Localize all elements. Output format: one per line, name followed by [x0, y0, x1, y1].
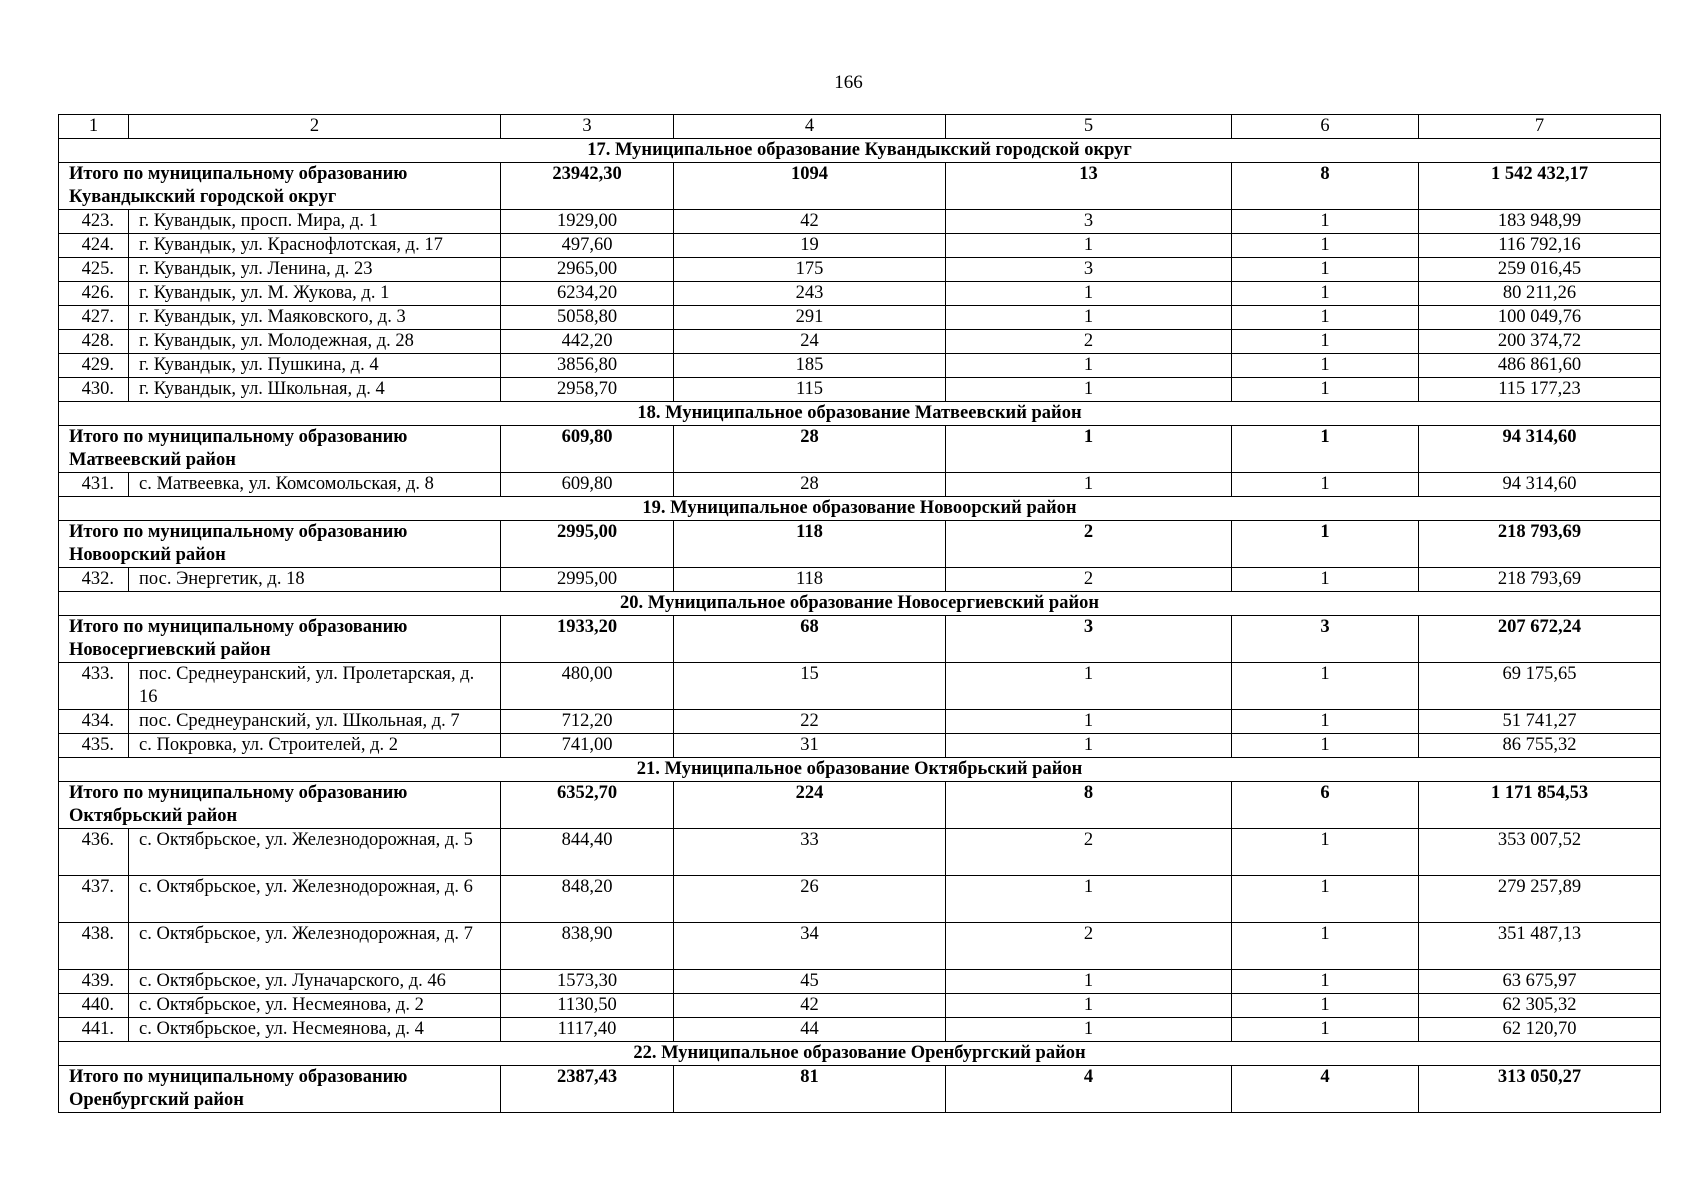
row-value-c3: 848,20: [501, 876, 674, 923]
row-number: 427.: [59, 306, 129, 330]
row-value-c5: 3: [946, 258, 1232, 282]
row-value-c7: 63 675,97: [1419, 970, 1661, 994]
row-value-c7: 259 016,45: [1419, 258, 1661, 282]
row-number: 440.: [59, 994, 129, 1018]
row-value-c6: 1: [1232, 663, 1419, 710]
table-row: [59, 1018, 1661, 1042]
row-number: 428.: [59, 330, 129, 354]
row-value-c4: 118: [674, 568, 946, 592]
row-value-c6: 1: [1232, 568, 1419, 592]
row-value-c7: 353 007,52: [1419, 829, 1661, 876]
total-value-c5: 2: [946, 521, 1232, 568]
section-title: 21. Муниципальное образование Октябрьский район: [59, 758, 1661, 782]
row-value-c6: 1: [1232, 258, 1419, 282]
row-value-c7: 51 741,27: [1419, 710, 1661, 734]
row-value-c7: 62 305,32: [1419, 994, 1661, 1018]
section-title: 20. Муниципальное образование Новосергиевский район: [59, 592, 1661, 616]
section-title: 19. Муниципальное образование Новоорский район: [59, 497, 1661, 521]
row-value-c5: 1: [946, 306, 1232, 330]
total-value-c6: 1: [1232, 426, 1419, 473]
total-value-c6: 6: [1232, 782, 1419, 829]
total-label: Итого по муниципальному образованию Кувандыкский городской округ: [59, 163, 501, 210]
table-row: [59, 473, 1661, 497]
column-number: 4: [674, 115, 946, 139]
row-value-c5: 2: [946, 829, 1232, 876]
row-number: 434.: [59, 710, 129, 734]
row-value-c5: 1: [946, 354, 1232, 378]
row-value-c3: 1929,00: [501, 210, 674, 234]
total-label: Итого по муниципальному образованию Матвеевский район: [59, 426, 501, 473]
housing-program-table: [58, 114, 1661, 1113]
row-value-c3: 2995,00: [501, 568, 674, 592]
row-value-c4: 291: [674, 306, 946, 330]
row-number: 432.: [59, 568, 129, 592]
table-row: [59, 234, 1661, 258]
row-value-c7: 100 049,76: [1419, 306, 1661, 330]
total-value-c3: 23942,30: [501, 163, 674, 210]
table-row: [59, 378, 1661, 402]
row-address: с. Октябрьское, ул. Железнодорожная, д. 5: [129, 829, 501, 876]
row-value-c4: 24: [674, 330, 946, 354]
row-value-c7: 62 120,70: [1419, 1018, 1661, 1042]
row-number: 433.: [59, 663, 129, 710]
row-value-c3: 6234,20: [501, 282, 674, 306]
section-total-row: [59, 616, 1661, 663]
section-total-row: [59, 163, 1661, 210]
row-value-c7: 218 793,69: [1419, 568, 1661, 592]
row-value-c6: 1: [1232, 710, 1419, 734]
total-value-c3: 6352,70: [501, 782, 674, 829]
row-value-c3: 1573,30: [501, 970, 674, 994]
table-row: [59, 568, 1661, 592]
total-value-c5: 13: [946, 163, 1232, 210]
table-row: [59, 829, 1661, 876]
row-value-c3: 712,20: [501, 710, 674, 734]
row-value-c6: 1: [1232, 473, 1419, 497]
row-value-c6: 1: [1232, 234, 1419, 258]
row-value-c5: 3: [946, 210, 1232, 234]
row-value-c4: 175: [674, 258, 946, 282]
total-value-c7: 94 314,60: [1419, 426, 1661, 473]
row-value-c5: 1: [946, 473, 1232, 497]
row-value-c3: 3856,80: [501, 354, 674, 378]
row-address: г. Кувандык, ул. Краснофлотская, д. 17: [129, 234, 501, 258]
row-value-c4: 243: [674, 282, 946, 306]
section-total-row: [59, 426, 1661, 473]
row-value-c7: 116 792,16: [1419, 234, 1661, 258]
row-address: г. Кувандык, ул. Молодежная, д. 28: [129, 330, 501, 354]
row-address: пос. Энергетик, д. 18: [129, 568, 501, 592]
total-value-c7: 1 171 854,53: [1419, 782, 1661, 829]
row-number: 425.: [59, 258, 129, 282]
row-value-c6: 1: [1232, 330, 1419, 354]
row-number: 424.: [59, 234, 129, 258]
row-value-c5: 2: [946, 923, 1232, 970]
row-number: 426.: [59, 282, 129, 306]
row-value-c4: 42: [674, 994, 946, 1018]
row-value-c3: 2965,00: [501, 258, 674, 282]
total-value-c7: 1 542 432,17: [1419, 163, 1661, 210]
row-value-c3: 2958,70: [501, 378, 674, 402]
row-value-c6: 1: [1232, 923, 1419, 970]
row-value-c4: 15: [674, 663, 946, 710]
total-label: Итого по муниципальному образованию Оренбургский район: [59, 1066, 501, 1113]
section-header-row: [59, 402, 1661, 426]
row-value-c4: 185: [674, 354, 946, 378]
row-value-c4: 28: [674, 473, 946, 497]
table-row: [59, 258, 1661, 282]
table-row: [59, 970, 1661, 994]
row-value-c4: 44: [674, 1018, 946, 1042]
section-title: 17. Муниципальное образование Кувандыкский городской округ: [59, 139, 1661, 163]
row-value-c5: 1: [946, 378, 1232, 402]
total-value-c7: 313 050,27: [1419, 1066, 1661, 1113]
column-number: 2: [129, 115, 501, 139]
row-value-c5: 1: [946, 734, 1232, 758]
row-value-c7: 351 487,13: [1419, 923, 1661, 970]
row-value-c4: 34: [674, 923, 946, 970]
table-row: [59, 876, 1661, 923]
table-row: [59, 282, 1661, 306]
row-value-c3: 5058,80: [501, 306, 674, 330]
total-value-c4: 28: [674, 426, 946, 473]
column-number: 5: [946, 115, 1232, 139]
section-header-row: [59, 758, 1661, 782]
table-row: [59, 330, 1661, 354]
row-value-c4: 22: [674, 710, 946, 734]
row-value-c4: 19: [674, 234, 946, 258]
column-number: 6: [1232, 115, 1419, 139]
row-value-c6: 1: [1232, 378, 1419, 402]
total-value-c6: 1: [1232, 521, 1419, 568]
row-value-c6: 1: [1232, 210, 1419, 234]
row-value-c3: 497,60: [501, 234, 674, 258]
column-number: 1: [59, 115, 129, 139]
row-value-c5: 1: [946, 970, 1232, 994]
row-value-c7: 86 755,32: [1419, 734, 1661, 758]
row-value-c5: 1: [946, 282, 1232, 306]
row-value-c5: 2: [946, 568, 1232, 592]
table-body: [59, 115, 1661, 1113]
row-value-c6: 1: [1232, 1018, 1419, 1042]
table-row: [59, 306, 1661, 330]
table-row: [59, 663, 1661, 710]
row-number: 429.: [59, 354, 129, 378]
section-total-row: [59, 521, 1661, 568]
row-value-c3: 844,40: [501, 829, 674, 876]
row-value-c6: 1: [1232, 876, 1419, 923]
total-label: Итого по муниципальному образованию Новоорский район: [59, 521, 501, 568]
section-header-row: [59, 139, 1661, 163]
row-value-c4: 33: [674, 829, 946, 876]
total-value-c4: 118: [674, 521, 946, 568]
row-value-c3: 1117,40: [501, 1018, 674, 1042]
row-value-c6: 1: [1232, 282, 1419, 306]
total-label: Итого по муниципальному образованию Октябрьский район: [59, 782, 501, 829]
row-value-c5: 1: [946, 710, 1232, 734]
total-value-c5: 4: [946, 1066, 1232, 1113]
row-address: г. Кувандык, просп. Мира, д. 1: [129, 210, 501, 234]
row-value-c3: 838,90: [501, 923, 674, 970]
row-address: пос. Среднеуранский, ул. Школьная, д. 7: [129, 710, 501, 734]
total-value-c4: 68: [674, 616, 946, 663]
row-address: с. Матвеевка, ул. Комсомольская, д. 8: [129, 473, 501, 497]
total-label: Итого по муниципальному образованию Новосергиевский район: [59, 616, 501, 663]
total-value-c3: 1933,20: [501, 616, 674, 663]
column-number: 7: [1419, 115, 1661, 139]
row-address: г. Кувандык, ул. Пушкина, д. 4: [129, 354, 501, 378]
row-value-c3: 609,80: [501, 473, 674, 497]
row-value-c3: 1130,50: [501, 994, 674, 1018]
row-value-c5: 2: [946, 330, 1232, 354]
total-value-c6: 3: [1232, 616, 1419, 663]
row-value-c7: 69 175,65: [1419, 663, 1661, 710]
total-value-c6: 8: [1232, 163, 1419, 210]
row-value-c7: 486 861,60: [1419, 354, 1661, 378]
row-address: г. Кувандык, ул. Ленина, д. 23: [129, 258, 501, 282]
row-address: г. Кувандык, ул. Школьная, д. 4: [129, 378, 501, 402]
section-header-row: [59, 592, 1661, 616]
total-value-c5: 1: [946, 426, 1232, 473]
row-value-c5: 1: [946, 876, 1232, 923]
row-number: 430.: [59, 378, 129, 402]
row-address: с. Октябрьское, ул. Несмеянова, д. 4: [129, 1018, 501, 1042]
row-number: 437.: [59, 876, 129, 923]
row-value-c4: 31: [674, 734, 946, 758]
page-number: 166: [834, 72, 863, 93]
total-value-c3: 609,80: [501, 426, 674, 473]
column-number-row: [59, 115, 1661, 139]
total-value-c6: 4: [1232, 1066, 1419, 1113]
total-value-c7: 207 672,24: [1419, 616, 1661, 663]
total-value-c4: 81: [674, 1066, 946, 1113]
row-number: 441.: [59, 1018, 129, 1042]
row-number: 423.: [59, 210, 129, 234]
row-value-c3: 442,20: [501, 330, 674, 354]
section-total-row: [59, 1066, 1661, 1113]
row-value-c7: 279 257,89: [1419, 876, 1661, 923]
row-value-c7: 200 374,72: [1419, 330, 1661, 354]
total-value-c7: 218 793,69: [1419, 521, 1661, 568]
row-value-c6: 1: [1232, 306, 1419, 330]
row-value-c5: 1: [946, 1018, 1232, 1042]
section-header-row: [59, 1042, 1661, 1066]
total-value-c4: 224: [674, 782, 946, 829]
row-value-c7: 80 211,26: [1419, 282, 1661, 306]
table-row: [59, 710, 1661, 734]
section-total-row: [59, 782, 1661, 829]
column-number: 3: [501, 115, 674, 139]
row-value-c6: 1: [1232, 970, 1419, 994]
row-address: с. Покровка, ул. Строителей, д. 2: [129, 734, 501, 758]
row-value-c7: 94 314,60: [1419, 473, 1661, 497]
total-value-c3: 2995,00: [501, 521, 674, 568]
table-row: [59, 923, 1661, 970]
row-value-c3: 480,00: [501, 663, 674, 710]
row-address: пос. Среднеуранский, ул. Пролетарская, д. 16: [129, 663, 501, 710]
row-address: с. Октябрьское, ул. Железнодорожная, д. 6: [129, 876, 501, 923]
row-value-c7: 115 177,23: [1419, 378, 1661, 402]
row-value-c6: 1: [1232, 829, 1419, 876]
table-row: [59, 734, 1661, 758]
row-number: 436.: [59, 829, 129, 876]
row-address: г. Кувандык, ул. Маяковского, д. 3: [129, 306, 501, 330]
row-number: 435.: [59, 734, 129, 758]
row-number: 438.: [59, 923, 129, 970]
total-value-c5: 8: [946, 782, 1232, 829]
row-value-c4: 45: [674, 970, 946, 994]
row-value-c4: 26: [674, 876, 946, 923]
row-value-c6: 1: [1232, 734, 1419, 758]
table-row: [59, 354, 1661, 378]
section-title: 22. Муниципальное образование Оренбургский район: [59, 1042, 1661, 1066]
row-value-c6: 1: [1232, 354, 1419, 378]
row-value-c5: 1: [946, 994, 1232, 1018]
row-number: 439.: [59, 970, 129, 994]
row-address: с. Октябрьское, ул. Железнодорожная, д. 7: [129, 923, 501, 970]
row-value-c7: 183 948,99: [1419, 210, 1661, 234]
section-header-row: [59, 497, 1661, 521]
table-row: [59, 210, 1661, 234]
row-address: г. Кувандык, ул. М. Жукова, д. 1: [129, 282, 501, 306]
row-address: с. Октябрьское, ул. Луначарского, д. 46: [129, 970, 501, 994]
row-address: с. Октябрьское, ул. Несмеянова, д. 2: [129, 994, 501, 1018]
section-title: 18. Муниципальное образование Матвеевский район: [59, 402, 1661, 426]
row-value-c5: 1: [946, 663, 1232, 710]
row-value-c3: 741,00: [501, 734, 674, 758]
table-row: [59, 994, 1661, 1018]
row-value-c4: 42: [674, 210, 946, 234]
row-number: 431.: [59, 473, 129, 497]
total-value-c4: 1094: [674, 163, 946, 210]
total-value-c3: 2387,43: [501, 1066, 674, 1113]
row-value-c5: 1: [946, 234, 1232, 258]
total-value-c5: 3: [946, 616, 1232, 663]
row-value-c6: 1: [1232, 994, 1419, 1018]
row-value-c4: 115: [674, 378, 946, 402]
